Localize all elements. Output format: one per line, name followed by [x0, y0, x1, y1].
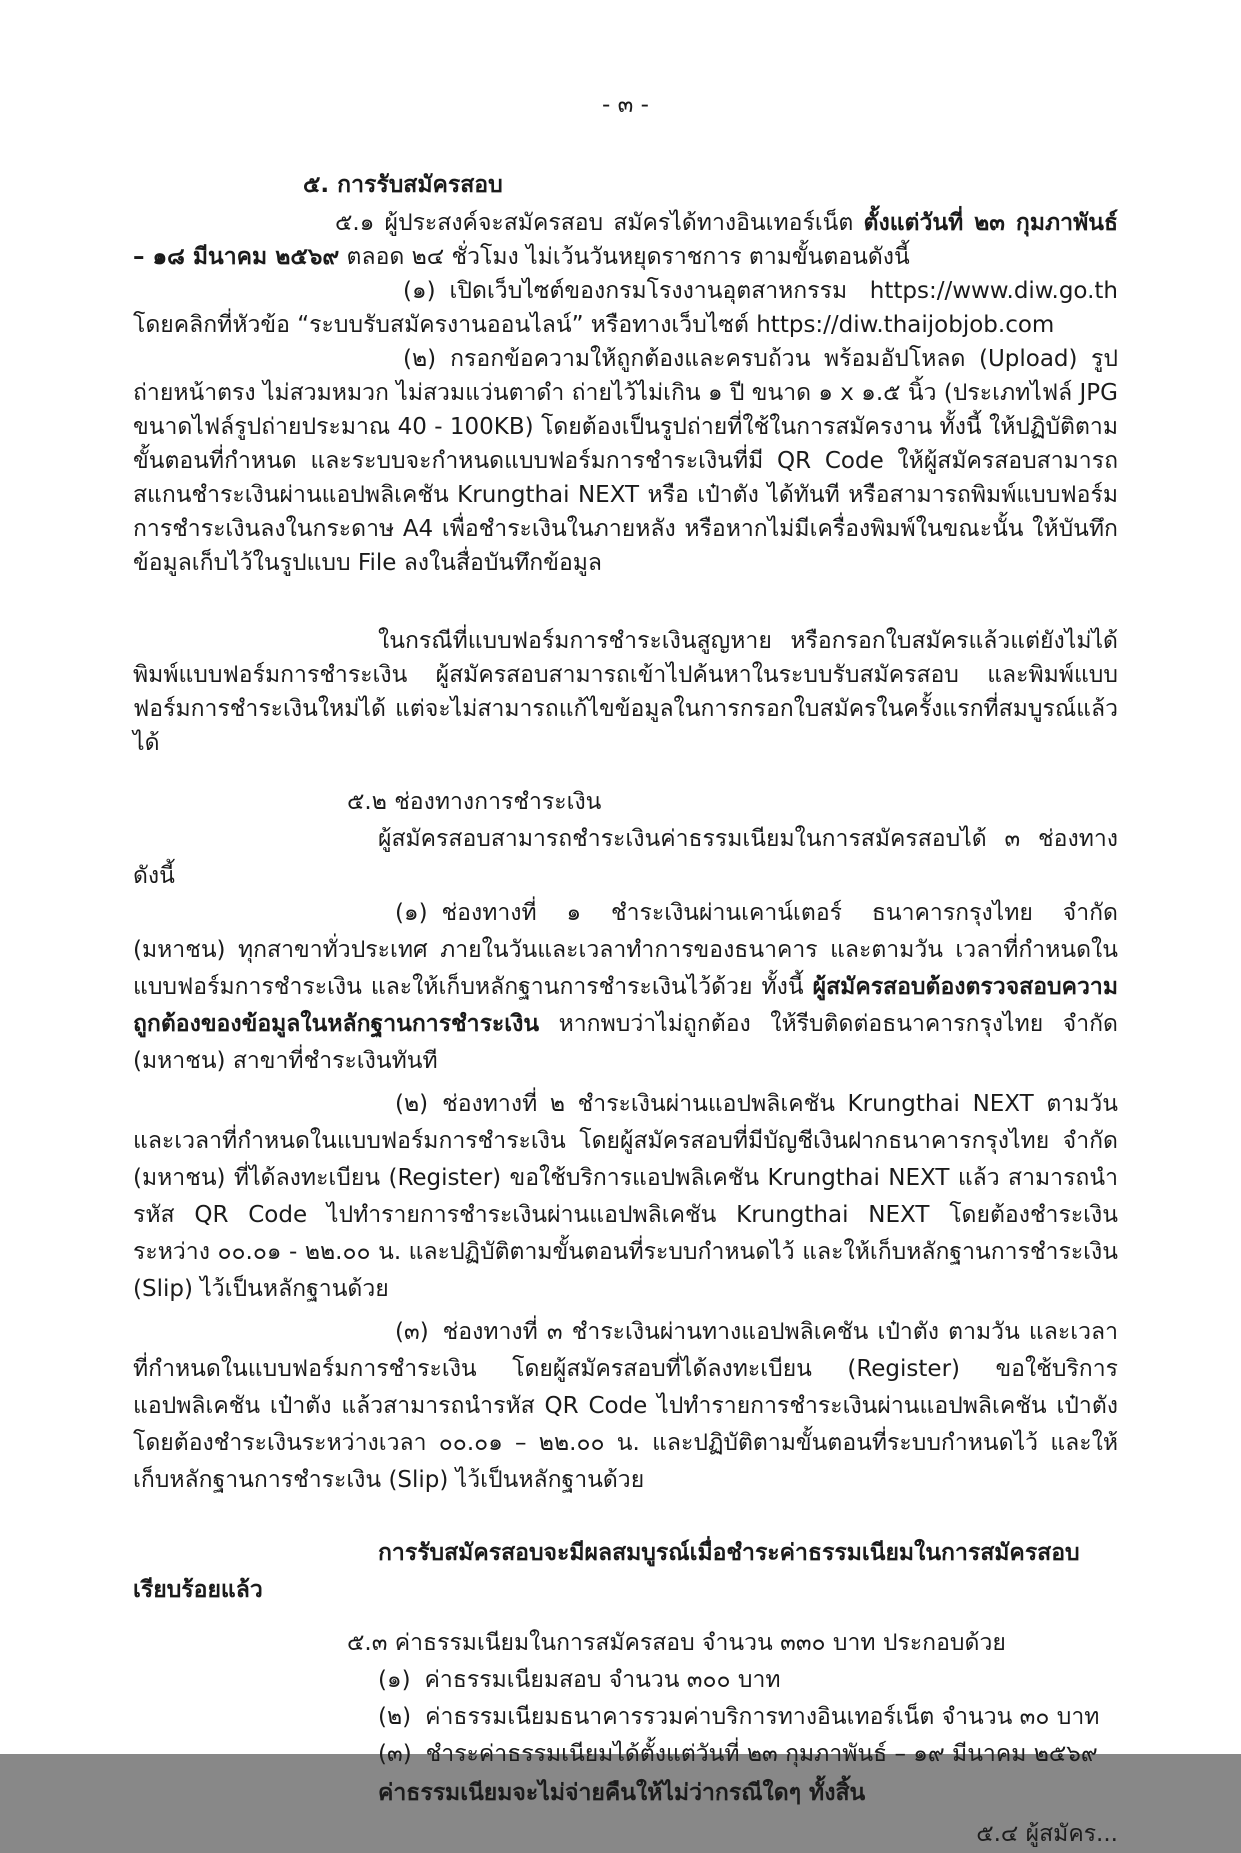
fee-item-3-text: ชำระค่าธรรมเนียมได้ตั้งแต่วันที่ ๒๓ กุมภาพันธ์ – ๑๙ มีนาคม ๒๕๖๙ [425, 1741, 1098, 1767]
payment-channel-1-tail: หากพบว่าไม่ถูกต้อง ให้รีบติดต่อธนาคารกรุงไทย จำกัด (มหาชน) สาขาที่ชำระเงินทันที [133, 1011, 1118, 1074]
step-item-2-number: (๒) [403, 346, 437, 372]
fee-item-2-number: (๒) [378, 1704, 412, 1730]
payment-channel-2-number: (๒) [395, 1091, 429, 1117]
registration-complete-note-line1: การรับสมัครสอบจะมีผลสมบูรณ์เมื่อชำระค่าธรรมเนียมในการสมัครสอบ [378, 1540, 1080, 1566]
page-number: - ๓ - [602, 92, 649, 118]
payment-channel-3 [133, 1314, 1118, 1499]
fee-item-1 [133, 1662, 1118, 1699]
continuation-marker: ๕.๔ ผู้สมัคร... [976, 1821, 1118, 1847]
fee-item-3-number: (๓) [378, 1741, 412, 1767]
payment-channel-1-text: ช่องทางที่ ๑ ชำระเงินผ่านเคาน์เตอร์ ธนาคารกรุงไทย จำกัด (มหาชน) ทุกสาขาทั่วประเทศ ภายในวันและเวลาทำการของธนาคาร และตามวัน เวลาที่กำหนดในแบบฟอร์มการชำระเงิน และให้เก็บหลักฐานการชำระเงินไว้ด้วย ทั้งนี้ [133, 900, 1118, 1000]
no-refund-note: ค่าธรรมเนียมจะไม่จ่ายคืนให้ไม่ว่ากรณีใดๆ ทั้งสิ้น [378, 1780, 866, 1806]
paragraph-5-1-tail: ตลอด ๒๔ ชั่วโมง ไม่เว้นวันหยุดราชการ ตามขั้นตอนดังนี้ [339, 244, 910, 270]
step-item-2 [133, 342, 1118, 580]
payment-channel-3-text: ช่องทางที่ ๓ ชำระเงินผ่านทางแอปพลิเคชัน เป๋าตัง ตามวัน และเวลาที่กำหนดในแบบฟอร์มการชำระเงิน โดยผู้สมัครสอบที่ได้ลงทะเบียน (Register) ขอใช้บริการแอปพลิเคชัน เป๋าตัง แล้วสามารถนำรหัส QR Code ไปทำรายการชำระเงินผ่านแอปพลิเคชัน เป๋าตัง โดยต้องชำระเงินระหว่างเวลา ๐๐.๐๑ – ๒๒.๐๐ น. และปฏิบัติตามขั้นตอนที่ระบบกำหนดไว้ และให้เก็บหลักฐานการชำระเงิน (Slip) ไว้เป็นหลักฐานด้วย [133, 1319, 1118, 1493]
payment-channels-intro: ผู้สมัครสอบสามารถชำระเงินค่าธรรมเนียมในการสมัครสอบได้ ๓ ช่องทาง ดังนี้ [133, 826, 1118, 889]
fee-item-3 [133, 1736, 1118, 1773]
payment-channel-2 [133, 1086, 1118, 1308]
payment-channel-1-number: (๑) [395, 900, 428, 926]
payment-channel-1 [133, 895, 1118, 1080]
payment-channel-3-number: (๓) [395, 1319, 429, 1345]
registration-period-bold: ตั้งแต่วันที่ ๒๓ กุมภาพันธ์ – ๑๘ มีนาคม ๒๕๖๙ [133, 210, 1118, 270]
paragraph-5-1 [133, 206, 1118, 274]
fee-item-1-text: ค่าธรรมเนียมสอบ จำนวน ๓๐๐ บาท [424, 1667, 781, 1693]
step-item-1-text: เปิดเว็บไซต์ของกรมโรงงานอุตสาหกรรม https://www.diw.go.th โดยคลิกที่หัวข้อ “ระบบรับสมัครงานออนไลน์” หรือทางเว็บไซต์ https://diw.thaijobjob.com [133, 278, 1118, 338]
step-item-2-text: กรอกข้อความให้ถูกต้องและครบถ้วน พร้อมอัปโหลด (Upload) รูปถ่ายหน้าตรง ไม่สวมหมวก ไม่สวมแว่นตาดำ ถ่ายไว้ไม่เกิน ๑ ปี ขนาด ๑ x ๑.๕ นิ้ว (ประเภทไฟล์ JPG ขนาดไฟล์รูปถ่ายประมาณ 40 - 100KB) โดยต้องเป็นรูปถ่ายที่ใช้ในการสมัครงาน ทั้งนี้ ให้ปฏิบัติตามขั้นตอนที่กำหนด และระบบจะกำหนดแบบฟอร์มการชำระเงินที่มี QR Code ให้ผู้สมัครสอบสามารถสแกนชำระเงินผ่านแอปพลิเคชัน Krungthai NEXT หรือ เป๋าตัง ได้ทันที หรือสามารถพิมพ์แบบฟอร์มการชำระเงินลงในกระดาษ A4 เพื่อชำระเงินในภายหลัง หรือหากไม่มีเครื่องพิมพ์ในขณะนั้น ให้บันทึกข้อมูลเก็บไว้ในรูปแบบ File ลงในสื่อบันทึกข้อมูล [133, 346, 1118, 576]
registration-complete-note-line2: เรียบร้อยแล้ว [133, 1577, 263, 1603]
fee-item-2 [133, 1699, 1118, 1736]
fee-item-2-text: ค่าธรรมเนียมธนาคารรวมค่าบริการทางอินเทอร์เน็ต จำนวน ๓๐ บาท [425, 1704, 1100, 1730]
step-item-1 [133, 274, 1118, 342]
section-5-heading: ๕. การรับสมัครสอบ [303, 172, 503, 198]
registration-complete-note [133, 1535, 1118, 1609]
verify-payment-proof-bold: ผู้สมัครสอบต้องตรวจสอบความถูกต้องของข้อมูลในหลักฐานการชำระเงิน [133, 974, 1118, 1037]
payment-channel-2-text: ช่องทางที่ ๒ ชำระเงินผ่านแอปพลิเคชัน Krungthai NEXT ตามวัน และเวลาที่กำหนดในแบบฟอร์มการชำระเงิน โดยผู้สมัครสอบที่มีบัญชีเงินฝากธนาคารกรุงไทย จำกัด (มหาชน) ที่ได้ลงทะเบียน (Register) ขอใช้บริการแอปพลิเคชัน Krungthai NEXT แล้ว สามารถนำรหัส QR Code ไปทำรายการชำระเงินผ่านแอปพลิเคชัน Krungthai NEXT โดยต้องชำระเงินระหว่าง ๐๐.๐๑ - ๒๒.๐๐ น. และปฏิบัติตามขั้นตอนที่ระบบกำหนดไว้ และให้เก็บหลักฐานการชำระเงิน (Slip) ไว้เป็นหลักฐานด้วย [133, 1091, 1118, 1302]
section-5-2-heading: ๕.๒ ช่องทางการชำระเงิน [347, 789, 602, 815]
lost-form-paragraph: ในกรณีที่แบบฟอร์มการชำระเงินสูญหาย หรือกรอกใบสมัครแล้วแต่ยังไม่ได้พิมพ์แบบฟอร์มการชำระเงิน ผู้สมัครสอบสามารถเข้าไปค้นหาในระบบรับสมัครสอบ และพิมพ์แบบฟอร์มการชำระเงินใหม่ได้ แต่จะไม่สามารถแก้ไขข้อมูลในการกรอกใบสมัครในครั้งแรกที่สมบูรณ์แล้วได้ [133, 628, 1118, 756]
section-5-3-heading: ๕.๓ ค่าธรรมเนียมในการสมัครสอบ จำนวน ๓๓๐ บาท ประกอบด้วย [347, 1630, 1006, 1656]
step-item-1-number: (๑) [403, 278, 436, 304]
paragraph-5-1-text: ๕.๑ ผู้ประสงค์จะสมัครสอบ สมัครได้ทางอินเทอร์เน็ต [335, 210, 864, 236]
fee-item-1-number: (๑) [378, 1667, 411, 1693]
